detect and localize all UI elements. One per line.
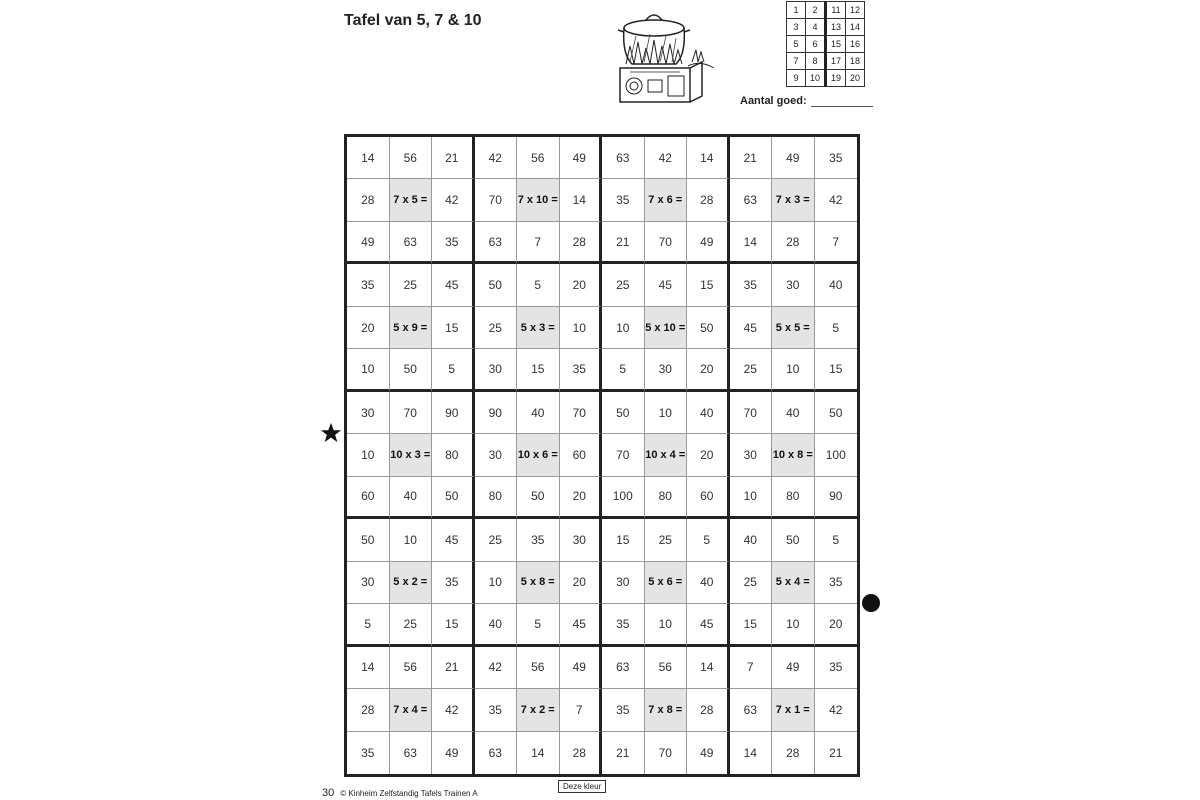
answer-cell[interactable]: 30 (347, 562, 390, 604)
question-cell[interactable]: 7 x 6 = (645, 179, 688, 221)
score-cell[interactable]: 16 (846, 36, 865, 53)
page-title: Tafel van 5, 7 & 10 (344, 12, 482, 29)
score-cell[interactable]: 5 (787, 36, 806, 53)
dot-icon (862, 594, 880, 612)
answer-cell[interactable]: 70 (602, 434, 645, 476)
answer-cell[interactable]: 50 (432, 477, 475, 519)
score-cell[interactable]: 7 (787, 53, 806, 70)
answer-cell[interactable]: 40 (687, 392, 730, 434)
answer-cell[interactable]: 15 (815, 349, 858, 391)
score-cell[interactable]: 3 (787, 19, 806, 36)
question-cell[interactable]: 10 x 8 = (772, 434, 815, 476)
answer-cell[interactable]: 15 (432, 604, 475, 646)
answer-cell[interactable]: 35 (815, 562, 858, 604)
answer-cell[interactable]: 30 (347, 392, 390, 434)
deze-kleur-label: Deze kleur (558, 780, 606, 793)
score-row (787, 19, 865, 36)
score-cell[interactable]: 20 (846, 70, 865, 87)
question-cell[interactable]: 10 x 4 = (645, 434, 688, 476)
answer-cell[interactable]: 70 (390, 392, 433, 434)
answer-cell[interactable]: 28 (687, 689, 730, 731)
answer-cell[interactable]: 20 (560, 477, 603, 519)
score-cell[interactable]: 13 (826, 19, 846, 36)
answer-cell[interactable]: 10 (560, 307, 603, 349)
score-cell[interactable]: 6 (806, 36, 826, 53)
answer-cell[interactable]: 63 (390, 732, 433, 774)
answer-cell[interactable]: 20 (347, 307, 390, 349)
answer-cell[interactable]: 14 (560, 179, 603, 221)
answer-cell[interactable]: 10 (730, 477, 773, 519)
score-cell[interactable]: 8 (806, 53, 826, 70)
answer-cell[interactable]: 14 (687, 647, 730, 689)
answer-cell[interactable]: 80 (645, 477, 688, 519)
answer-cell[interactable]: 49 (560, 647, 603, 689)
answer-cell[interactable]: 21 (602, 222, 645, 264)
answer-cell[interactable]: 63 (730, 689, 773, 731)
answer-cell[interactable]: 42 (475, 647, 518, 689)
answer-cell[interactable]: 28 (347, 689, 390, 731)
answer-cell[interactable]: 49 (687, 222, 730, 264)
answer-cell[interactable]: 49 (347, 222, 390, 264)
answer-cell[interactable]: 25 (390, 604, 433, 646)
answer-cell[interactable]: 56 (517, 137, 560, 179)
answer-cell[interactable]: 50 (347, 519, 390, 561)
answer-cell[interactable]: 56 (390, 137, 433, 179)
answer-cell[interactable]: 80 (475, 477, 518, 519)
answer-cell[interactable]: 10 (645, 604, 688, 646)
answer-cell[interactable]: 45 (560, 604, 603, 646)
answer-cell[interactable]: 7 (560, 689, 603, 731)
answer-cell[interactable]: 15 (432, 307, 475, 349)
answer-cell[interactable]: 50 (475, 264, 518, 306)
answer-cell[interactable]: 14 (347, 137, 390, 179)
answer-cell[interactable]: 28 (560, 222, 603, 264)
answer-cell[interactable]: 80 (772, 477, 815, 519)
answer-cell[interactable]: 5 (347, 604, 390, 646)
answer-cell[interactable]: 90 (815, 477, 858, 519)
score-cell[interactable]: 4 (806, 19, 826, 36)
score-table (786, 1, 865, 87)
answer-cell[interactable]: 49 (772, 137, 815, 179)
answer-cell[interactable]: 28 (560, 732, 603, 774)
answer-cell[interactable]: 7 (815, 222, 858, 264)
answer-cell[interactable]: 45 (687, 604, 730, 646)
answer-cell[interactable]: 56 (645, 647, 688, 689)
answer-cell[interactable]: 30 (475, 434, 518, 476)
answer-cell[interactable]: 45 (645, 264, 688, 306)
answer-cell[interactable]: 28 (772, 222, 815, 264)
answer-cell[interactable]: 56 (517, 647, 560, 689)
answer-cell[interactable]: 20 (687, 434, 730, 476)
answer-cell[interactable]: 50 (772, 519, 815, 561)
question-cell[interactable]: 7 x 5 = (390, 179, 433, 221)
answer-cell[interactable]: 10 (602, 307, 645, 349)
answer-cell[interactable]: 25 (390, 264, 433, 306)
answer-cell[interactable]: 90 (432, 392, 475, 434)
score-cell[interactable]: 17 (826, 53, 846, 70)
answer-cell[interactable]: 40 (390, 477, 433, 519)
answer-cell[interactable]: 35 (602, 604, 645, 646)
score-row (787, 36, 865, 53)
answer-cell[interactable]: 21 (730, 137, 773, 179)
answer-cell[interactable]: 63 (475, 222, 518, 264)
answer-cell[interactable]: 100 (815, 434, 858, 476)
answer-cell[interactable]: 70 (645, 732, 688, 774)
footer (322, 787, 478, 799)
answer-cell[interactable]: 25 (475, 307, 518, 349)
answer-cell[interactable]: 5 (517, 264, 560, 306)
answer-cell[interactable]: 15 (687, 264, 730, 306)
question-cell[interactable]: 5 x 10 = (645, 307, 688, 349)
answer-cell[interactable]: 40 (475, 604, 518, 646)
answer-cell[interactable]: 15 (602, 519, 645, 561)
answer-cell[interactable]: 80 (432, 434, 475, 476)
answer-cell[interactable]: 35 (815, 647, 858, 689)
score-cell[interactable]: 10 (806, 70, 826, 87)
score-cell[interactable]: 2 (806, 2, 826, 19)
answer-cell[interactable]: 35 (730, 264, 773, 306)
answer-cell[interactable]: 5 (815, 307, 858, 349)
aantal-goed (740, 95, 873, 107)
answer-cell[interactable]: 42 (645, 137, 688, 179)
answer-cell[interactable]: 5 (517, 604, 560, 646)
answer-cell[interactable]: 35 (347, 264, 390, 306)
answer-cell[interactable]: 21 (432, 137, 475, 179)
answer-cell[interactable]: 20 (560, 264, 603, 306)
answer-cell[interactable]: 28 (687, 179, 730, 221)
answer-cell[interactable]: 63 (730, 179, 773, 221)
answer-cell[interactable]: 56 (390, 647, 433, 689)
answer-cell[interactable]: 25 (602, 264, 645, 306)
answer-cell[interactable]: 15 (730, 604, 773, 646)
answer-cell[interactable]: 10 (347, 349, 390, 391)
answer-cell[interactable]: 14 (730, 732, 773, 774)
answer-cell[interactable]: 35 (475, 689, 518, 731)
answer-cell[interactable]: 50 (815, 392, 858, 434)
answer-cell[interactable]: 35 (432, 222, 475, 264)
answer-cell[interactable]: 35 (347, 732, 390, 774)
score-row (787, 2, 865, 19)
answer-cell[interactable]: 20 (687, 349, 730, 391)
answer-cell[interactable]: 50 (517, 477, 560, 519)
copyright: © Kinheim Zelfstandig Tafels Trainen A (340, 789, 478, 798)
answer-cell[interactable]: 25 (730, 562, 773, 604)
answer-cell[interactable]: 28 (347, 179, 390, 221)
answer-cell[interactable]: 5 (602, 349, 645, 391)
question-cell[interactable]: 10 x 6 = (517, 434, 560, 476)
answer-cell[interactable]: 21 (829, 745, 843, 760)
answer-cell[interactable]: 14 (517, 732, 560, 774)
question-cell[interactable]: 10 x 3 = (390, 434, 433, 476)
score-cell[interactable]: 1 (787, 2, 806, 19)
answer-cell[interactable]: 5 (432, 349, 475, 391)
question-cell[interactable]: 5 x 6 = (645, 562, 688, 604)
answer-cell[interactable]: 42 (815, 689, 858, 731)
score-cell[interactable]: 9 (787, 70, 806, 87)
answer-cell[interactable]: 10 (347, 434, 390, 476)
question-cell[interactable]: 5 x 3 = (517, 307, 560, 349)
answer-cell[interactable]: 25 (645, 519, 688, 561)
question-cell[interactable]: 7 x 10 = (517, 179, 560, 221)
answer-cell[interactable]: 60 (687, 477, 730, 519)
answer-cell[interactable]: 49 (432, 732, 475, 774)
answer-cell[interactable]: 42 (475, 137, 518, 179)
question-cell[interactable]: 5 x 8 = (517, 562, 560, 604)
answer-line[interactable] (811, 96, 873, 107)
answer-cell[interactable]: 5 (815, 519, 858, 561)
answer-cell[interactable]: 63 (390, 222, 433, 264)
answer-cell[interactable]: 7 (517, 222, 560, 264)
score-cell[interactable]: 19 (826, 70, 846, 87)
answer-cell[interactable]: 40 (772, 392, 815, 434)
answer-cell[interactable]: 63 (602, 647, 645, 689)
answer-cell[interactable]: 14 (730, 222, 773, 264)
score-row (787, 53, 865, 70)
score-cell[interactable]: 11 (826, 2, 846, 19)
answer-cell[interactable]: 30 (602, 562, 645, 604)
question-cell[interactable]: 7 x 1 = (772, 689, 815, 731)
answer-cell[interactable]: 90 (475, 392, 518, 434)
answer-cell[interactable]: 30 (730, 434, 773, 476)
answer-cell[interactable]: 40 (730, 519, 773, 561)
answer-cell[interactable]: 10 (645, 392, 688, 434)
answer-cell[interactable]: 70 (730, 392, 773, 434)
answer-cell[interactable]: 30 (560, 519, 603, 561)
answer-cell[interactable]: 35 (602, 689, 645, 731)
question-cell[interactable]: 5 x 9 = (390, 307, 433, 349)
answer-cell[interactable]: 20 (815, 604, 858, 646)
answer-cell[interactable]: 5 (687, 519, 730, 561)
multiplication-grid (344, 134, 860, 777)
answer-cell[interactable]: 10 (475, 562, 518, 604)
page-number: 30 (322, 787, 335, 799)
answer-cell[interactable]: 14 (687, 137, 730, 179)
question-cell[interactable]: 7 x 8 = (645, 689, 688, 731)
score-cell[interactable]: 12 (846, 2, 865, 19)
answer-cell[interactable]: 70 (645, 222, 688, 264)
answer-cell[interactable]: 40 (517, 392, 560, 434)
answer-cell[interactable]: 25 (475, 519, 518, 561)
answer-cell[interactable]: 35 (815, 137, 858, 179)
answer-cell[interactable]: 35 (432, 562, 475, 604)
score-row (787, 70, 865, 87)
answer-cell[interactable]: 40 (815, 264, 858, 306)
cooking-pot-illustration (610, 6, 722, 106)
answer-cell[interactable]: 70 (475, 179, 518, 221)
answer-cell[interactable]: 42 (432, 179, 475, 221)
score-cell[interactable]: 14 (846, 19, 865, 36)
answer-cell[interactable]: 45 (730, 307, 773, 349)
answer-cell[interactable]: 100 (602, 477, 645, 519)
question-cell[interactable]: 5 x 4 = (772, 562, 815, 604)
answer-cell[interactable]: 10 (390, 519, 433, 561)
star-icon (320, 422, 342, 444)
answer-cell[interactable]: 15 (517, 349, 560, 391)
answer-cell[interactable]: 50 (390, 349, 433, 391)
answer-cell[interactable]: 63 (475, 732, 518, 774)
answer-cell[interactable]: 20 (560, 562, 603, 604)
question-cell[interactable]: 5 x 2 = (390, 562, 433, 604)
answer-cell[interactable]: 21 (602, 732, 645, 774)
answer-cell[interactable]: 50 (687, 307, 730, 349)
answer-cell[interactable]: 14 (347, 647, 390, 689)
answer-cell[interactable]: 30 (772, 264, 815, 306)
answer-cell[interactable]: 28 (772, 732, 815, 774)
answer-cell[interactable]: 50 (602, 392, 645, 434)
answer-cell[interactable]: 49 (560, 137, 603, 179)
answer-cell[interactable]: 45 (432, 519, 475, 561)
answer-cell[interactable]: 10 (772, 349, 815, 391)
question-cell[interactable]: 7 x 2 = (517, 689, 560, 731)
score-cell[interactable]: 15 (826, 36, 846, 53)
question-cell[interactable]: 7 x 3 = (772, 179, 815, 221)
answer-cell[interactable]: 7 (730, 647, 773, 689)
question-cell[interactable]: 7 x 4 = (390, 689, 433, 731)
answer-cell[interactable]: 60 (560, 434, 603, 476)
answer-cell[interactable]: 70 (560, 392, 603, 434)
answer-cell[interactable]: 25 (730, 349, 773, 391)
answer-cell[interactable]: 63 (602, 137, 645, 179)
question-cell[interactable]: 5 x 5 = (772, 307, 815, 349)
answer-cell[interactable]: 21 (432, 647, 475, 689)
answer-cell[interactable]: 49 (772, 647, 815, 689)
answer-cell[interactable]: 60 (347, 477, 390, 519)
answer-cell[interactable]: 35 (517, 519, 560, 561)
answer-cell[interactable]: 10 (772, 604, 815, 646)
score-cell[interactable]: 18 (846, 53, 865, 70)
answer-cell[interactable]: 35 (560, 349, 603, 391)
answer-cell[interactable]: 42 (432, 689, 475, 731)
answer-cell[interactable]: 42 (815, 179, 858, 221)
answer-cell[interactable]: 40 (687, 562, 730, 604)
answer-cell[interactable]: 30 (475, 349, 518, 391)
answer-cell[interactable]: 45 (432, 264, 475, 306)
answer-cell[interactable]: 30 (645, 349, 688, 391)
answer-cell[interactable]: 35 (602, 179, 645, 221)
answer-cell[interactable]: 49 (687, 732, 730, 774)
aantal-goed-label: Aantal goed: (740, 95, 807, 107)
